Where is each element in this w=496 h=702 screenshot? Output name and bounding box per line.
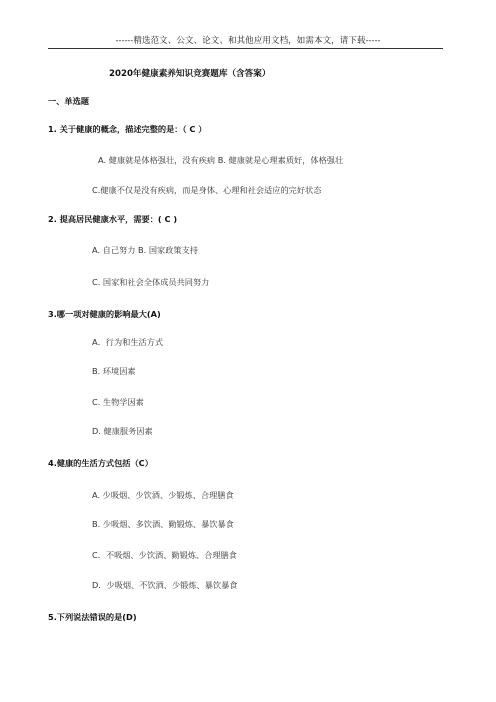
- q3-option-d: D. 健康服务因素: [92, 426, 153, 436]
- q3-option-b: B. 环境因素: [92, 366, 136, 376]
- header-divider: [48, 48, 443, 49]
- q2-options-ab: A. 自己努力 B. 国家政策支持: [92, 245, 198, 255]
- page-header: ------精选范文、公文、论文、和其他应用文档，如需本文，请下载-----: [115, 36, 381, 46]
- q3-option-a: A．行为和生活方式: [92, 337, 164, 347]
- q1-option-c: C.健康不仅是没有疾病，而是身体、心理和社会适应的完好状态: [92, 185, 322, 195]
- q4-option-b: B. 少吸烟、多饮酒、勤锻炼、暴饮暴食: [92, 519, 234, 529]
- q4-option-c: C．不吸烟、少饮酒、勤锻炼、合理膳食: [92, 550, 237, 560]
- question-3: 3.哪一项对健康的影响最大(A): [48, 309, 161, 319]
- question-4: 4.健康的生活方式包括（C）: [48, 458, 153, 468]
- q3-option-c: C. 生物学因素: [92, 397, 144, 407]
- question-5: 5.下列说法错误的是(D): [48, 612, 137, 622]
- question-2: 2. 提高居民健康水平，需要：( C ): [48, 214, 178, 224]
- document-title: 2020年健康素养知识竞赛题库（含答案）: [109, 69, 271, 79]
- question-1: 1. 关于健康的概念，描述完整的是：（ C ）: [48, 124, 207, 134]
- section-heading: 一、单选题: [48, 96, 89, 106]
- q4-option-d: D．少吸烟、不饮酒、少锻炼、暴饮暴食: [92, 580, 238, 590]
- q4-option-a: A. 少吸烟、少饮酒、少锻炼、合理膳食: [92, 490, 234, 500]
- q2-option-c: C. 国家和社会全体成员共同努力: [92, 277, 210, 287]
- q1-options-ab: A. 健康就是体格强壮，没有疾病 B. 健康就是心理素质好，体格强壮: [98, 155, 344, 165]
